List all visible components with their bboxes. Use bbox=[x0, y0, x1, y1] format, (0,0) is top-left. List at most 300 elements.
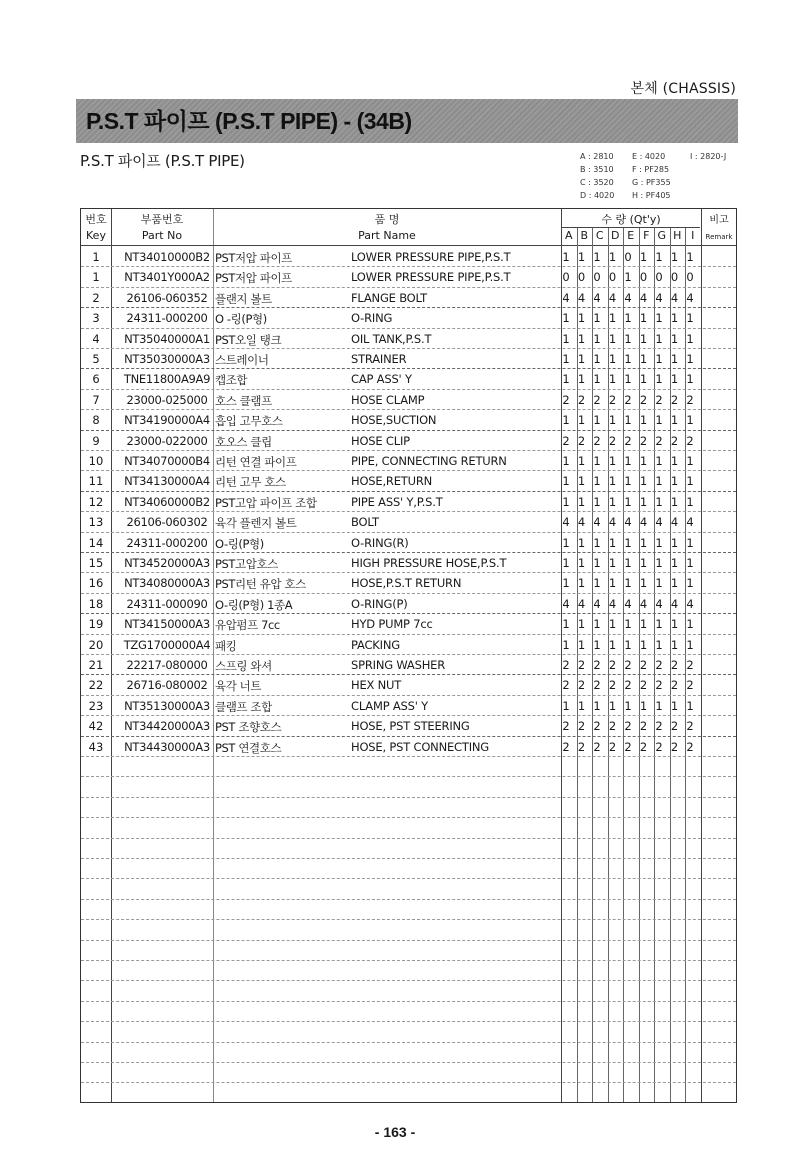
qty-cell: 1 bbox=[593, 474, 601, 489]
qty-cell: 1 bbox=[562, 617, 570, 632]
qty-cell: 1 bbox=[670, 637, 679, 652]
qty-cell: 1 bbox=[577, 331, 586, 346]
key-cell: 16 bbox=[88, 576, 104, 591]
header-key-en: Key bbox=[86, 229, 106, 242]
qty-cell: 1 bbox=[686, 494, 694, 509]
qty-cell: 4 bbox=[639, 596, 648, 611]
part-name-kr-cell: PST저압 파이프 bbox=[215, 271, 292, 286]
qty-cell: 1 bbox=[686, 352, 694, 366]
part-name-en-cell: HOSE,SUCTION bbox=[351, 413, 437, 428]
qty-cell: 1 bbox=[624, 637, 632, 652]
qty-cell: 1 bbox=[562, 331, 570, 346]
part-number-cell: 23000-025000 bbox=[126, 392, 208, 407]
part-number-cell: NT3401Y000A2 bbox=[124, 270, 210, 285]
row-separator bbox=[81, 695, 736, 696]
qty-cell: 1 bbox=[577, 413, 586, 428]
qty-cell: 1 bbox=[670, 352, 679, 366]
qty-cell: 2 bbox=[562, 739, 570, 754]
part-number-cell: TZG1700000A4 bbox=[123, 637, 211, 652]
qty-cell: 0 bbox=[670, 270, 679, 285]
qty-cell: 1 bbox=[639, 637, 648, 652]
qty-cell: 2 bbox=[593, 678, 601, 693]
part-name-kr-cell: PST 연결호스 bbox=[215, 740, 282, 755]
row-separator bbox=[81, 430, 736, 431]
qty-cell: 2 bbox=[624, 433, 632, 448]
model-code: B : 3510 bbox=[580, 165, 614, 174]
qty-cell: 0 bbox=[577, 270, 586, 285]
qty-cell: 2 bbox=[686, 658, 694, 672]
qty-cell: 1 bbox=[593, 637, 601, 652]
header-partno-kr: 부품번호 bbox=[140, 213, 184, 226]
qty-cell: 1 bbox=[577, 698, 586, 713]
qty-cell: 1 bbox=[639, 494, 648, 509]
qty-cell: 2 bbox=[624, 658, 632, 672]
row-separator bbox=[81, 1042, 736, 1043]
qty-cell: 1 bbox=[686, 331, 694, 346]
qty-cell: 1 bbox=[670, 535, 679, 550]
qty-cell: 1 bbox=[593, 372, 601, 387]
key-cell: 3 bbox=[92, 311, 100, 326]
row-separator bbox=[81, 817, 736, 818]
qty-column-divider bbox=[639, 228, 640, 1102]
part-name-kr-cell: PST 조향호스 bbox=[215, 720, 282, 735]
qty-cell: 1 bbox=[593, 576, 601, 591]
qty-cell: 1 bbox=[670, 250, 679, 264]
qty-cell: 4 bbox=[639, 515, 648, 530]
part-number-cell: NT34430000A3 bbox=[124, 739, 210, 754]
part-name-kr-cell: PST오일 탱크 bbox=[215, 332, 282, 347]
qty-cell: 1 bbox=[686, 413, 694, 428]
qty-cell: 2 bbox=[686, 719, 694, 734]
qty-cell: 0 bbox=[686, 270, 694, 285]
qty-cell: 2 bbox=[686, 678, 694, 693]
qty-column-header: G bbox=[657, 229, 667, 242]
qty-cell: 1 bbox=[624, 474, 632, 489]
part-number-cell: 26716-080002 bbox=[126, 678, 208, 693]
qty-cell: 1 bbox=[624, 372, 632, 387]
part-number-cell: NT35030000A3 bbox=[124, 352, 210, 366]
part-name-en-cell: HOSE, PST CONNECTING bbox=[351, 739, 490, 754]
row-separator bbox=[81, 532, 736, 533]
qty-cell: 2 bbox=[624, 678, 632, 693]
qty-cell: 4 bbox=[577, 515, 586, 530]
qty-cell: 1 bbox=[577, 637, 586, 652]
qty-cell: 4 bbox=[624, 596, 632, 611]
key-cell: 10 bbox=[88, 454, 104, 468]
qty-cell: 1 bbox=[655, 311, 663, 326]
qty-cell: 2 bbox=[608, 658, 617, 672]
qty-cell: 1 bbox=[577, 576, 586, 591]
qty-column-header: H bbox=[673, 229, 682, 242]
part-number-cell: TNE11800A9A9 bbox=[123, 372, 211, 387]
qty-cell: 1 bbox=[562, 250, 570, 264]
qty-cell: 1 bbox=[624, 617, 632, 632]
qty-cell: 2 bbox=[670, 719, 679, 734]
qty-cell: 2 bbox=[655, 433, 663, 448]
qty-cell: 2 bbox=[593, 658, 601, 672]
part-name-kr-cell: 패킹 bbox=[215, 638, 237, 653]
row-separator bbox=[81, 613, 736, 614]
part-number-cell: 26106-060302 bbox=[126, 515, 208, 530]
row-separator bbox=[81, 838, 736, 839]
key-cell: 14 bbox=[88, 535, 104, 550]
model-code: F : PF285 bbox=[632, 165, 670, 174]
row-separator bbox=[81, 328, 736, 329]
qty-cell: 1 bbox=[655, 372, 663, 387]
model-code: D : 4020 bbox=[580, 191, 615, 200]
qty-cell: 1 bbox=[608, 454, 617, 468]
qty-cell: 2 bbox=[562, 658, 570, 672]
qty-cell: 2 bbox=[686, 392, 694, 407]
part-number-cell: NT34070000B4 bbox=[124, 454, 210, 468]
qty-cell: 1 bbox=[686, 556, 694, 570]
key-cell: 15 bbox=[88, 556, 104, 570]
qty-cell: 1 bbox=[577, 454, 586, 468]
qty-cell: 1 bbox=[639, 250, 648, 264]
qty-cell: 1 bbox=[639, 372, 648, 387]
row-separator bbox=[81, 736, 736, 737]
row-separator bbox=[81, 858, 736, 859]
key-cell: 1 bbox=[92, 250, 100, 264]
qty-cell: 1 bbox=[562, 576, 570, 591]
qty-cell: 4 bbox=[670, 515, 679, 530]
qty-cell: 1 bbox=[655, 576, 663, 591]
qty-cell: 1 bbox=[562, 454, 570, 468]
key-cell: 1 bbox=[92, 270, 100, 285]
qty-cell: 1 bbox=[624, 556, 632, 570]
qty-column-divider bbox=[654, 228, 655, 1102]
qty-column-divider bbox=[623, 228, 624, 1102]
qty-cell: 1 bbox=[593, 331, 601, 346]
part-name-en-cell: SPRING WASHER bbox=[351, 658, 445, 672]
part-number-cell: NT34190000A4 bbox=[124, 413, 210, 428]
qty-cell: 2 bbox=[562, 719, 570, 734]
qty-cell: 2 bbox=[655, 678, 663, 693]
part-name-kr-cell: 스트레이너 bbox=[215, 353, 269, 367]
row-separator bbox=[81, 470, 736, 471]
qty-column-divider bbox=[670, 228, 671, 1102]
part-name-kr-cell: 육각 플렌지 볼트 bbox=[215, 516, 297, 531]
qty-cell: 2 bbox=[577, 739, 586, 754]
row-separator bbox=[81, 450, 736, 451]
qty-cell: 1 bbox=[608, 474, 617, 489]
qty-cell: 2 bbox=[608, 433, 617, 448]
qty-cell: 4 bbox=[562, 515, 570, 530]
row-separator bbox=[81, 654, 736, 655]
qty-cell: 2 bbox=[670, 392, 679, 407]
part-number-cell: 23000-022000 bbox=[126, 433, 208, 448]
section-label: 본체 (CHASSIS) bbox=[630, 81, 736, 97]
part-name-en-cell: O-RING bbox=[351, 311, 393, 326]
row-separator bbox=[81, 389, 736, 390]
row-separator bbox=[81, 756, 736, 757]
model-code: C : 3520 bbox=[580, 178, 614, 187]
row-separator bbox=[81, 1062, 736, 1063]
qty-cell: 1 bbox=[577, 372, 586, 387]
qty-cell: 0 bbox=[608, 270, 617, 285]
part-name-en-cell: STRAINER bbox=[351, 352, 407, 366]
part-name-kr-cell: 클램프 조합 bbox=[215, 699, 272, 714]
part-name-en-cell: PIPE, CONNECTING RETURN bbox=[351, 454, 507, 468]
qty-cell: 2 bbox=[608, 719, 617, 734]
key-cell: 2 bbox=[92, 290, 100, 305]
part-number-cell: 24311-000200 bbox=[126, 535, 208, 550]
qty-cell: 4 bbox=[593, 515, 601, 530]
row-separator bbox=[81, 878, 736, 879]
part-number-cell: NT34150000A3 bbox=[124, 617, 210, 632]
qty-cell: 2 bbox=[624, 739, 632, 754]
qty-cell: 1 bbox=[593, 352, 601, 366]
row-separator bbox=[81, 1001, 736, 1002]
part-number-cell: 24311-000090 bbox=[126, 596, 208, 611]
part-name-kr-cell: 호스 클램프 bbox=[215, 393, 272, 408]
qty-column-divider bbox=[685, 228, 686, 1102]
qty-cell: 1 bbox=[593, 311, 601, 326]
qty-cell: 1 bbox=[655, 637, 663, 652]
qty-cell: 1 bbox=[686, 576, 694, 591]
qty-cell: 1 bbox=[686, 535, 694, 550]
qty-cell: 1 bbox=[624, 311, 632, 326]
part-name-en-cell: HOSE,P.S.T RETURN bbox=[351, 576, 462, 591]
qty-cell: 1 bbox=[577, 617, 586, 632]
qty-cell: 1 bbox=[624, 331, 632, 346]
page-title: P.S.T 파이프 (P.S.T PIPE) - (34B) bbox=[86, 108, 412, 134]
key-cell: 7 bbox=[92, 392, 100, 407]
key-cell: 11 bbox=[88, 474, 104, 489]
row-separator bbox=[81, 266, 736, 267]
qty-cell: 2 bbox=[639, 719, 648, 734]
parts-table bbox=[80, 208, 737, 1103]
qty-cell: 1 bbox=[686, 454, 694, 468]
row-separator bbox=[81, 511, 736, 512]
part-name-kr-cell: 캡조합 bbox=[215, 373, 248, 388]
qty-cell: 1 bbox=[593, 454, 601, 468]
qty-cell: 2 bbox=[593, 392, 601, 407]
part-name-en-cell: O-RING(R) bbox=[351, 535, 409, 550]
qty-cell: 1 bbox=[608, 352, 617, 366]
part-number-cell: NT34080000A3 bbox=[124, 576, 210, 591]
key-cell: 43 bbox=[88, 739, 104, 754]
model-code: E : 4020 bbox=[632, 152, 666, 161]
model-code: A : 2810 bbox=[580, 152, 614, 161]
part-number-cell: NT34420000A3 bbox=[124, 719, 210, 734]
qty-cell: 1 bbox=[670, 494, 679, 509]
row-separator bbox=[81, 348, 736, 349]
part-number-cell: NT34010000B2 bbox=[124, 250, 210, 264]
part-name-en-cell: BOLT bbox=[351, 515, 379, 530]
qty-cell: 0 bbox=[624, 250, 632, 264]
qty-cell: 1 bbox=[624, 454, 632, 468]
qty-cell: 1 bbox=[686, 372, 694, 387]
part-name-en-cell: OIL TANK,P.S.T bbox=[351, 331, 432, 346]
key-cell: 5 bbox=[92, 352, 100, 366]
qty-cell: 2 bbox=[562, 678, 570, 693]
qty-cell: 1 bbox=[624, 413, 632, 428]
qty-cell: 1 bbox=[624, 494, 632, 509]
qty-cell: 2 bbox=[639, 739, 648, 754]
part-name-en-cell: LOWER PRESSURE PIPE,P.S.T bbox=[351, 250, 511, 264]
part-name-en-cell: CAP ASS' Y bbox=[351, 372, 412, 387]
qty-cell: 1 bbox=[593, 556, 601, 570]
qty-cell: 1 bbox=[655, 698, 663, 713]
header-partno-en: Part No bbox=[141, 229, 183, 242]
qty-cell: 2 bbox=[639, 433, 648, 448]
part-name-en-cell: HOSE, PST STEERING bbox=[351, 719, 470, 734]
qty-column-divider bbox=[592, 228, 593, 1102]
part-name-en-cell: CLAMP ASS' Y bbox=[351, 698, 428, 713]
qty-column-header: D bbox=[611, 229, 620, 242]
row-separator bbox=[81, 960, 736, 961]
row-separator bbox=[81, 307, 736, 308]
qty-cell: 2 bbox=[639, 392, 648, 407]
qty-cell: 1 bbox=[655, 474, 663, 489]
part-name-en-cell: PACKING bbox=[351, 637, 400, 652]
qty-cell: 1 bbox=[608, 698, 617, 713]
row-separator bbox=[81, 1082, 736, 1083]
qty-cell: 4 bbox=[655, 515, 663, 530]
qty-cell: 2 bbox=[608, 678, 617, 693]
part-name-kr-cell: 호오스 클립 bbox=[215, 434, 272, 449]
part-name-kr-cell: 플랜지 볼트 bbox=[215, 291, 272, 306]
subtitle: P.S.T 파이프 (P.S.T PIPE) bbox=[80, 152, 245, 170]
key-cell: 8 bbox=[92, 413, 100, 428]
qty-cell: 1 bbox=[639, 454, 648, 468]
qty-cell: 2 bbox=[670, 678, 679, 693]
qty-cell: 4 bbox=[670, 596, 679, 611]
row-separator bbox=[81, 980, 736, 981]
qty-cell: 2 bbox=[577, 678, 586, 693]
part-name-kr-cell: PST저압 파이프 bbox=[215, 251, 292, 265]
part-name-kr-cell: 유압펌프 7cc bbox=[215, 618, 280, 633]
qty-cell: 0 bbox=[593, 270, 601, 285]
qty-cell: 2 bbox=[655, 739, 663, 754]
part-name-en-cell: HIGH PRESSURE HOSE,P.S.T bbox=[351, 556, 507, 570]
qty-column-header: C bbox=[595, 229, 604, 242]
qty-column-divider bbox=[608, 228, 609, 1102]
part-number-cell: 26106-060352 bbox=[126, 290, 208, 305]
key-cell: 9 bbox=[92, 433, 100, 448]
page-number: - 163 - bbox=[374, 1124, 416, 1140]
qty-cell: 2 bbox=[655, 719, 663, 734]
qty-cell: 1 bbox=[655, 331, 663, 346]
qty-cell: 1 bbox=[593, 494, 601, 509]
qty-cell: 4 bbox=[655, 596, 663, 611]
qty-header-divider bbox=[561, 227, 700, 228]
key-cell: 22 bbox=[88, 678, 104, 693]
qty-cell: 1 bbox=[577, 352, 586, 366]
qty-cell: 2 bbox=[593, 719, 601, 734]
qty-cell: 1 bbox=[593, 413, 601, 428]
qty-cell: 1 bbox=[608, 372, 617, 387]
part-number-cell: 24311-000200 bbox=[126, 311, 208, 326]
qty-cell: 1 bbox=[608, 637, 617, 652]
key-cell: 4 bbox=[92, 331, 100, 346]
qty-cell: 1 bbox=[624, 270, 632, 285]
qty-cell: 1 bbox=[670, 576, 679, 591]
row-separator bbox=[81, 572, 736, 573]
qty-cell: 4 bbox=[624, 290, 632, 305]
qty-cell: 4 bbox=[639, 290, 648, 305]
part-name-kr-cell: 리턴 고무 호스 bbox=[215, 475, 286, 490]
qty-cell: 1 bbox=[639, 352, 648, 366]
qty-cell: 1 bbox=[686, 698, 694, 713]
row-separator bbox=[81, 552, 736, 553]
key-cell: 12 bbox=[88, 494, 104, 509]
part-name-en-cell: O-RING(P) bbox=[351, 596, 408, 611]
part-number-cell: NT34060000B2 bbox=[124, 494, 210, 509]
qty-cell: 1 bbox=[670, 556, 679, 570]
qty-cell: 1 bbox=[639, 698, 648, 713]
row-separator bbox=[81, 1021, 736, 1022]
model-code: H : PF405 bbox=[632, 191, 671, 200]
qty-cell: 1 bbox=[577, 250, 586, 264]
qty-cell: 2 bbox=[639, 658, 648, 672]
qty-cell: 1 bbox=[593, 617, 601, 632]
qty-cell: 1 bbox=[608, 413, 617, 428]
header-name-en: Part Name bbox=[358, 229, 416, 242]
qty-cell: 0 bbox=[639, 270, 648, 285]
header-remark-kr: 비고 bbox=[709, 215, 729, 226]
qty-cell: 1 bbox=[562, 352, 570, 366]
qty-cell: 1 bbox=[670, 617, 679, 632]
key-cell: 42 bbox=[88, 719, 104, 734]
qty-cell: 2 bbox=[577, 392, 586, 407]
qty-cell: 1 bbox=[655, 494, 663, 509]
qty-cell: 1 bbox=[686, 637, 694, 652]
key-cell: 6 bbox=[92, 372, 100, 387]
qty-cell: 2 bbox=[593, 433, 601, 448]
qty-cell: 4 bbox=[593, 596, 601, 611]
qty-cell: 1 bbox=[686, 474, 694, 489]
qty-cell: 4 bbox=[562, 290, 570, 305]
qty-cell: 1 bbox=[686, 311, 694, 326]
qty-cell: 1 bbox=[577, 474, 586, 489]
qty-cell: 1 bbox=[655, 535, 663, 550]
header-key-kr: 번호 bbox=[85, 213, 107, 226]
qty-cell: 1 bbox=[670, 698, 679, 713]
qty-cell: 4 bbox=[686, 515, 694, 530]
row-separator bbox=[81, 287, 736, 288]
qty-cell: 1 bbox=[670, 331, 679, 346]
qty-cell: 1 bbox=[562, 556, 570, 570]
qty-cell: 1 bbox=[639, 413, 648, 428]
row-separator bbox=[81, 491, 736, 492]
qty-cell: 1 bbox=[639, 331, 648, 346]
row-separator bbox=[81, 674, 736, 675]
part-name-kr-cell: O-링(P형) 1종A bbox=[215, 597, 293, 612]
qty-cell: 1 bbox=[655, 617, 663, 632]
qty-cell: 4 bbox=[686, 290, 694, 305]
qty-cell: 1 bbox=[608, 535, 617, 550]
qty-cell: 1 bbox=[624, 535, 632, 550]
qty-cell: 2 bbox=[562, 392, 570, 407]
qty-cell: 2 bbox=[562, 433, 570, 448]
qty-cell: 1 bbox=[624, 352, 632, 366]
qty-cell: 1 bbox=[562, 372, 570, 387]
part-name-en-cell: PIPE ASS' Y,P.S.T bbox=[351, 494, 443, 509]
key-cell: 21 bbox=[88, 658, 104, 672]
qty-cell: 1 bbox=[655, 454, 663, 468]
qty-cell: 1 bbox=[608, 617, 617, 632]
qty-cell: 4 bbox=[577, 290, 586, 305]
part-name-kr-cell: 흡입 고무호스 bbox=[215, 414, 283, 429]
qty-cell: 1 bbox=[577, 494, 586, 509]
qty-cell: 1 bbox=[639, 556, 648, 570]
row-separator bbox=[81, 593, 736, 594]
qty-cell: 2 bbox=[577, 433, 586, 448]
qty-cell: 2 bbox=[577, 658, 586, 672]
part-name-en-cell: HOSE CLIP bbox=[351, 433, 410, 448]
